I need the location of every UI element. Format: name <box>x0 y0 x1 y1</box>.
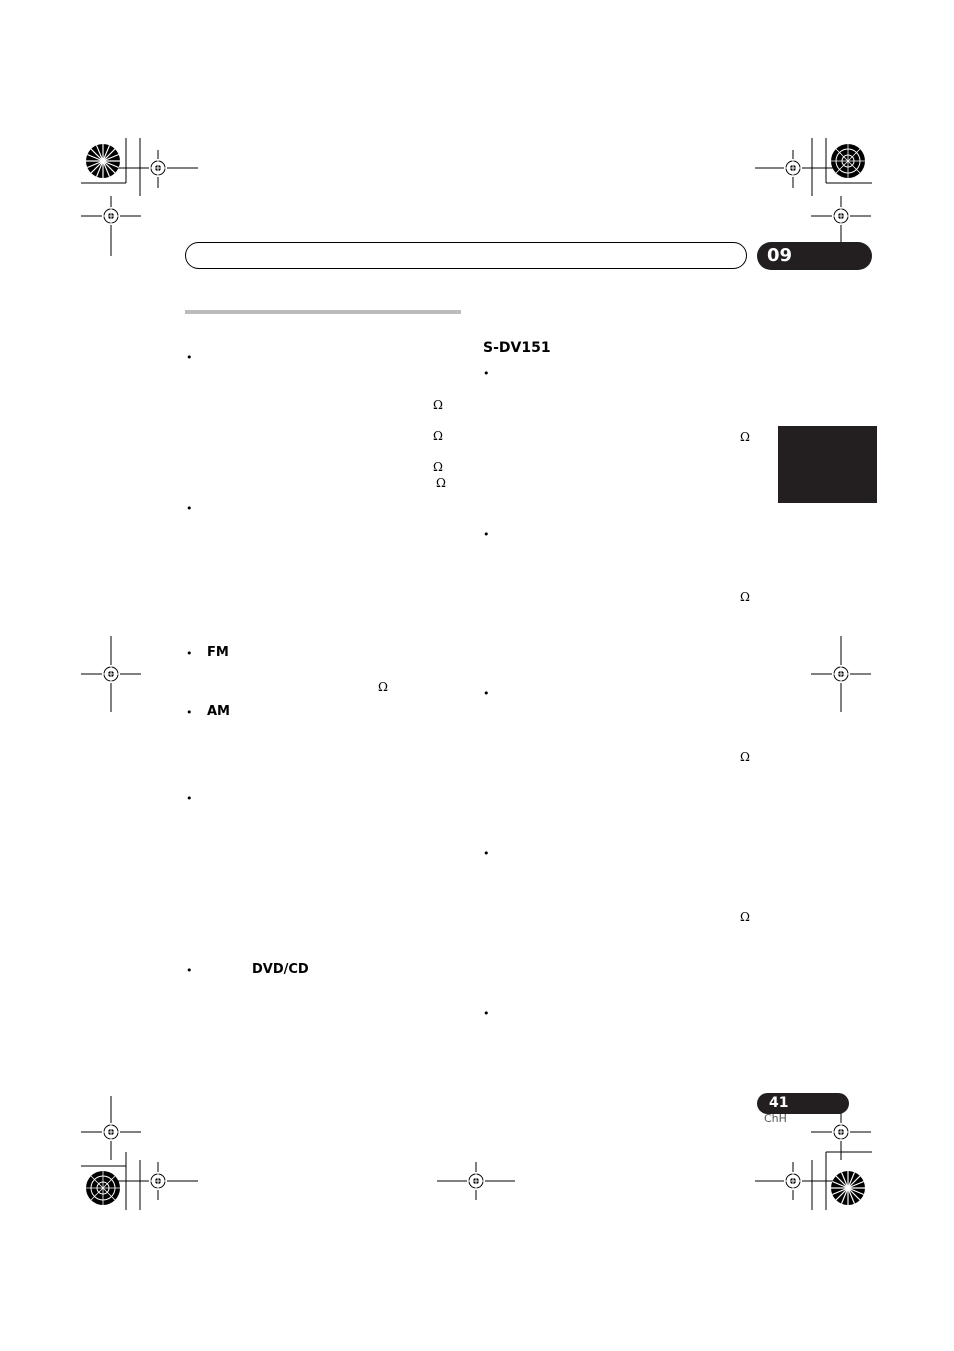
language-side-tab <box>778 426 877 503</box>
page-number: 41 <box>769 1095 789 1111</box>
ohm-symbol: Ω <box>378 680 388 694</box>
ohm-symbol: Ω <box>433 398 443 412</box>
bullet: • <box>186 706 193 719</box>
bullet: • <box>483 1007 490 1020</box>
ohm-symbol: Ω <box>740 590 750 604</box>
ohm-symbol: Ω <box>740 750 750 764</box>
bullet: • <box>483 687 490 700</box>
fm-label: FM <box>207 645 229 660</box>
ohm-symbol: Ω <box>433 429 443 443</box>
bullet: • <box>186 647 193 660</box>
bullet: • <box>186 792 193 805</box>
bullet: • <box>186 964 193 977</box>
chapter-number: 09 <box>767 245 793 266</box>
ohm-symbol: Ω <box>433 460 443 474</box>
bullet: • <box>483 847 490 860</box>
section-heading: S-DV151 <box>483 340 551 356</box>
bullet: • <box>483 367 490 380</box>
ohm-symbol: Ω <box>436 476 446 490</box>
dvdcd-label: DVD/CD <box>252 962 309 977</box>
section-rule <box>185 310 461 314</box>
chapter-title-bar <box>185 242 747 269</box>
bullet: • <box>186 351 193 364</box>
bullet: • <box>186 502 193 515</box>
ohm-symbol: Ω <box>740 910 750 924</box>
language-code: ChH <box>764 1112 787 1125</box>
ohm-symbol: Ω <box>740 430 750 444</box>
bullet: • <box>483 528 490 541</box>
am-label: AM <box>207 704 230 719</box>
